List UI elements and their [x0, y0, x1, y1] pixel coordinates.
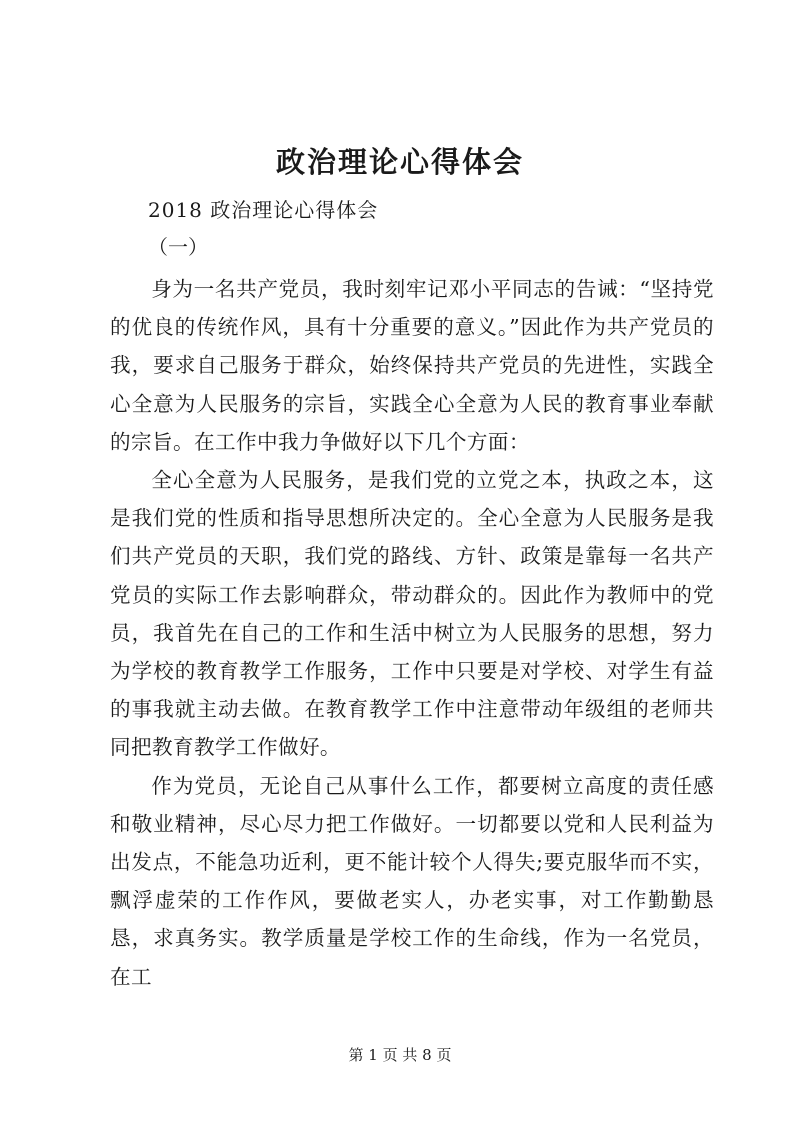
paragraph-2: 全心全意为人民服务，是我们党的立党之本，执政之本，这是我们党的性质和指导思想所决定的。全心全意为人民服务是我们共产党员的天职，我们党的路线、方针、政策是靠每一名共产党员的实际工作去影响群众，带动群众的。因此作为教师中的党员，我首先在自己的工作和生活中树立为人民服务的思想，努力为学校的教育教学工作服务，工作中只要是对学校、对学生有益的事我就主动去做。在教育教学工作中注意带动年级组的老师共同把教育教学工作做好。 [110, 468, 714, 760]
paragraph-1: 身为一名共产党员，我时刻牢记邓小平同志的告诫：“坚持党的优良的传统作风，具有十分重要的意义。”因此作为共产党员的我，要求自己服务于群众，始终保持共产党员的先进性，实践全心全意为人民服务的宗旨，实践全心全意为人民的教育事业奉献的宗旨。在工作中我力争做好以下几个方面： [110, 277, 714, 454]
section-label: （一） [148, 235, 208, 259]
document-subtitle: 2018 政治理论心得体会 [148, 198, 379, 222]
paragraph-3: 作为党员，无论自己从事什么工作，都要树立高度的责任感和敬业精神，尽心尽力把工作做好。一切都要以党和人民利益为出发点，不能急功近利，更不能计较个人得失;要克服华而不实，飘浮虚荣的工作作风，要做老实人，办老实事，对工作勤勤恳恳，求真务实。教学质量是学校工作的生命线，作为一名党员，在工 [110, 773, 714, 989]
document-body [110, 270, 714, 996]
document-title: 政治理论心得体会 [275, 145, 524, 179]
page-footer: 第 1 页 共 8 页 [348, 1046, 452, 1064]
